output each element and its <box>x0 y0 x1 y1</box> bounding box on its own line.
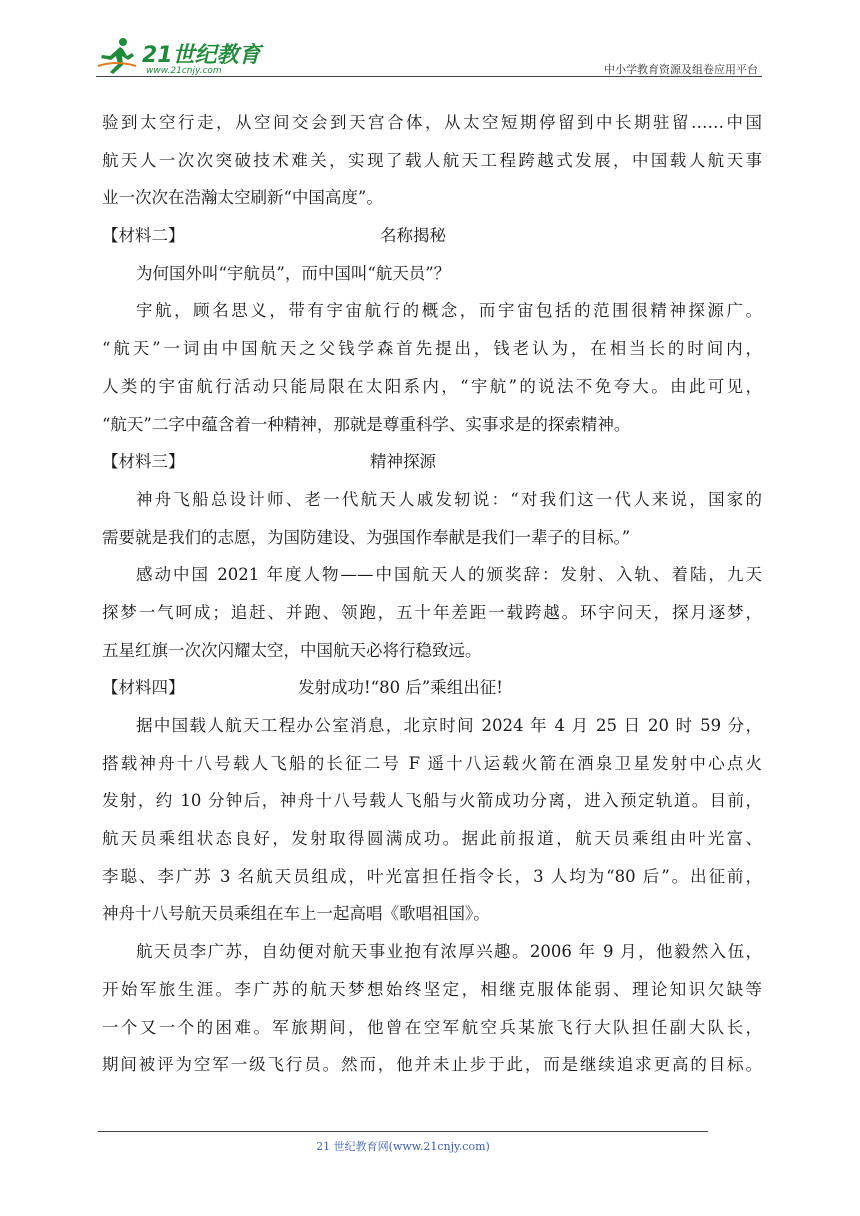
text-line: 一个又一个的困难。军旅期间，他曾在空军航空兵某旅飞行大队担任副大队长， <box>102 1017 762 1037</box>
text-line: “航天”一词由中国航天之父钱学森首先提出，钱老认为，在相当长的时间内， <box>102 339 762 359</box>
text-line: 感动中国 2021 年度人物——中国航天人的颁奖辞：发射、入轨、着陆，九天 <box>136 565 762 585</box>
text-line: 搭载神舟十八号载人飞船的长征二号 F 遥十八运载火箭在酒泉卫星发射中心点火 <box>102 753 762 773</box>
logo-text: 21世纪教育 <box>142 43 261 68</box>
text-line: 李聪、李广苏 3 名航天员组成，叶光富担任指令长，3 人均为“80 后”。出征前， <box>102 866 762 886</box>
text-line: 神舟十八号航天员乘组在车上一起高唱《歌唱祖国》。 <box>102 904 490 924</box>
logo-url: www.21cnjy.com <box>146 66 222 76</box>
header-divider <box>96 76 762 77</box>
material-title: 精神探源 <box>370 452 436 472</box>
footer-text[interactable]: 21 世纪教育网(www.21cnjy.com) <box>316 1140 490 1153</box>
material-title: 发射成功!“80 后”乘组出征! <box>298 678 503 698</box>
text-line: 神舟飞船总设计师、老一代航天人戚发轫说：“对我们这一代人来说，国家的 <box>136 489 762 509</box>
text-line: 需要就是我们的志愿，为国防建设、为强国作奉献是我们一辈子的目标。” <box>102 527 631 547</box>
text-line: 探梦一气呵成；追赶、并跑、领跑，五十年差距一载跨越。环宇问天，探月逐梦， <box>102 602 762 622</box>
platform-name: 中小学教育资源及组卷应用平台 <box>604 63 758 76</box>
text-line: 期间被评为空军一级飞行员。然而，他并未止步于此，而是继续追求更高的目标。 <box>102 1055 762 1075</box>
text-line: 宇航，顾名思义，带有宇宙航行的概念，而宇宙包括的范围很精神探源广。 <box>136 301 762 321</box>
text-line: 五星红旗一次次闪耀太空，中国航天必将行稳致远。 <box>102 640 482 660</box>
material-label: 【材料二】 <box>102 226 185 246</box>
document-body <box>102 104 762 1084</box>
material-label: 【材料四】 <box>102 678 185 698</box>
material-4-heading <box>102 669 762 707</box>
text-line: 开始军旅生涯。李广苏的航天梦想始终坚定，相继克服体能弱、理论知识欠缺等 <box>102 979 762 999</box>
text-line: 人类的宇宙航行活动只能局限在太阳系内，“宇航”的说法不免夸大。由此可见， <box>102 376 762 396</box>
text-line: 航天员李广苏，自幼便对航天事业抱有浓厚兴趣。2006 年 9 月，他毅然入伍， <box>136 942 762 962</box>
material-label: 【材料三】 <box>102 452 185 472</box>
material-title: 名称揭秘 <box>380 226 446 246</box>
material-3-heading <box>102 443 762 481</box>
text-line: 发射，约 10 分钟后，神舟十八号载人飞船与火箭成功分离，进入预定轨道。目前， <box>102 791 762 811</box>
text-line: “航天”二字中蕴含着一种精神，那就是尊重科学、实事求是的探索精神。 <box>102 414 631 434</box>
text-line: 据中国载人航天工程办公室消息，北京时间 2024 年 4 月 25 日 20 时 59 分， <box>136 716 762 735</box>
text-line: 业一次次在浩瀚太空刷新“中国高度”。 <box>102 188 383 208</box>
material-2-heading <box>102 217 762 255</box>
page-header <box>96 28 760 78</box>
text-line: 航天员乘组状态良好，发射取得圆满成功。据此前报道，航天员乘组由叶光富、 <box>102 829 762 849</box>
text-line: 验到太空行走，从空间交会到天宫合体，从太空短期停留到中长期驻留……中国 <box>102 113 762 132</box>
text-line: 为何国外叫“宇航员”，而中国叫“航天员”？ <box>136 263 451 283</box>
logo <box>96 36 266 78</box>
runner-logo-icon <box>96 36 138 76</box>
text-line: 航天人一次次突破技术难关，实现了载人航天工程跨越式发展，中国载人航天事 <box>102 150 762 170</box>
footer-divider <box>98 1131 708 1132</box>
